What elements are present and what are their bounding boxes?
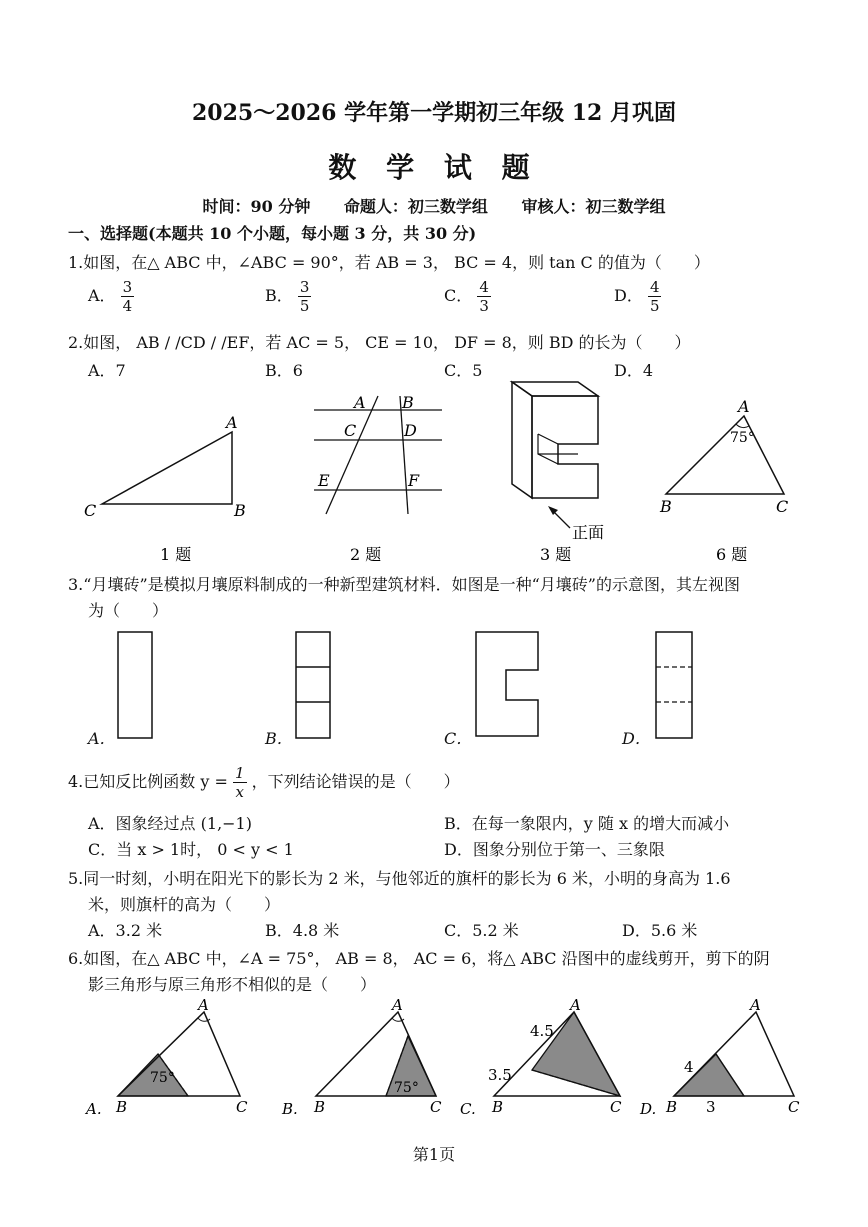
page-number: 第1页: [412, 1145, 456, 1164]
numerator: 3: [122, 278, 133, 296]
exam-subtitle: 数 学 试 题: [328, 151, 540, 184]
q5-option-c: C．5.2 米: [444, 921, 519, 940]
section-heading: 一、选择题(本题共 10 个小题，每小题 3 分，共 30 分): [68, 224, 477, 243]
fig2-label-d: D: [404, 421, 417, 440]
q5-option-d: D．5.6 米: [622, 921, 698, 940]
q6-c-len1: 4.5: [530, 1022, 554, 1040]
fig2-label-b: B: [402, 393, 414, 412]
q1-option-a-label: A．: [88, 286, 116, 305]
q5-option-b: B．4.8 米: [265, 921, 340, 940]
q1-option-d: [614, 278, 661, 315]
q6-a-label: A.: [86, 1100, 102, 1118]
q6-d-len2: 3: [706, 1098, 716, 1116]
q2-option-b: B．6: [265, 361, 303, 380]
denominator: 4: [122, 297, 133, 315]
q6-a-vertex-c: C: [236, 1098, 248, 1116]
q6-stem-line1: 6.如图，在△ ABC 中，∠A = 75°， AB = 8， AC = 6，将△ ABC 沿图中的虚线剪开，剪下的阴: [68, 949, 770, 968]
fig2-label-a: A: [354, 393, 366, 412]
q6-c-vertex-b: B: [492, 1098, 504, 1116]
q6-d-vertex-c: C: [788, 1098, 800, 1116]
fig1-label-b: B: [234, 501, 246, 520]
q6-c-vertex-c: C: [610, 1098, 622, 1116]
q3-option-d-label: D．: [622, 729, 651, 748]
q4-option-d: D．图象分别位于第一、三象限: [444, 840, 665, 859]
q6-b-vertex-c: C: [430, 1098, 442, 1116]
q4-option-c: C．当 x > 1时， 0 < y < 1: [88, 840, 294, 859]
q3-option-d-figure: [656, 632, 692, 738]
q4-stem-post: ，下列结论错误的是（ ）: [251, 772, 460, 791]
q1-option-b-label: B．: [265, 286, 293, 305]
fig2-label-f: F: [408, 471, 420, 490]
q1-option-b: [265, 278, 311, 315]
fig2-caption: 2 题: [350, 545, 382, 564]
q6-c-len2: 3.5: [488, 1066, 512, 1084]
fig2-label-c: C: [344, 421, 357, 440]
exam-author: 命题人：初三数学组: [343, 197, 488, 216]
denominator: x: [235, 783, 244, 801]
figure-3-moon-brick: [512, 382, 604, 564]
q1-option-d-label: D．: [614, 286, 643, 305]
q6-b-label: B.: [282, 1100, 298, 1118]
q6-b-angle: 75°: [394, 1080, 419, 1096]
q6-c-label: C.: [460, 1100, 476, 1118]
q6-a-vertex-a: A: [198, 996, 209, 1014]
fig6-angle: 75°: [730, 430, 755, 446]
exam-info: [0, 194, 868, 217]
q6-option-a-figure: [84, 996, 248, 1118]
q3-stem-line1: 3.“月壤砖”是模拟月壤原料制成的一种新型建筑材料．如图是一种“月壤砖”的示意图，其左视图: [68, 575, 740, 594]
q3-stem-line2: 为（ ）: [88, 601, 169, 620]
q3-option-b-figure: [296, 632, 330, 738]
fig1-caption: 1 题: [160, 545, 192, 564]
q6-d-vertex-b: B: [666, 1098, 678, 1116]
exam-reviewer: 审核人：初三数学组: [521, 197, 666, 216]
q4-stem-pre: 4.已知反比例函数 y =: [68, 772, 228, 791]
denominator: 3: [479, 297, 489, 315]
fig1-label-c: C: [84, 501, 97, 520]
q6-option-c-figure: [460, 996, 622, 1118]
q5-stem-line1: 5.同一时刻，小明在阳光下的影长为 2 米，与他邻近的旗杆的影长为 6 米，小明的身高为 1.6: [68, 869, 731, 888]
figure-2-parallel-lines: [314, 393, 442, 564]
q3-option-c-label: C．: [444, 729, 473, 748]
numerator: 4: [479, 278, 489, 296]
fig6-label-a: A: [738, 397, 750, 416]
fig3-front-label: 正面: [572, 523, 605, 542]
q2-option-a: A．7: [88, 361, 126, 380]
numerator: 3: [299, 278, 310, 296]
q6-a-angle: 75°: [150, 1070, 175, 1086]
q1-option-c-fraction: [477, 278, 491, 315]
q4-stem: [68, 764, 460, 801]
q6-options-figures: [80, 996, 810, 1120]
exam-title: 2025～2026 学年第一学期初三年级 12 月巩固: [191, 100, 677, 126]
figure-1-triangle: [84, 413, 246, 564]
q6-d-label: D.: [640, 1100, 657, 1118]
fig6-label-c: C: [776, 497, 789, 516]
q4-option-a: A．图象经过点 (1,−1): [88, 814, 252, 833]
q1-option-a-fraction: [121, 278, 135, 315]
q3-option-a-figure: [118, 632, 152, 738]
denominator: 5: [649, 297, 660, 315]
figure-6-triangle: [659, 397, 788, 564]
q4-function-fraction: [233, 764, 247, 801]
fig1-label-a: A: [226, 413, 238, 432]
fig2-label-e: E: [318, 471, 330, 490]
q6-b-vertex-b: B: [314, 1098, 326, 1116]
q5-option-a: A．3.2 米: [88, 921, 163, 940]
fig3-caption: 3 题: [540, 545, 572, 564]
q6-option-d-figure: [639, 996, 800, 1118]
exam-time: 时间：90 分钟: [202, 197, 311, 216]
q6-c-vertex-a: A: [570, 996, 581, 1014]
q5-stem-line2: 米，则旗杆的高为（ ）: [88, 895, 281, 914]
q6-option-b-figure: [281, 996, 442, 1118]
denominator: 5: [299, 297, 310, 315]
q2-option-c: C．5: [444, 361, 483, 380]
q6-b-vertex-a: A: [392, 996, 403, 1014]
fig6-label-b: B: [660, 497, 672, 516]
q6-d-len1: 4: [684, 1058, 694, 1076]
q2-option-d: D．4: [614, 361, 654, 380]
q3-option-b-label: B．: [265, 729, 293, 748]
figures-row: [70, 376, 810, 566]
q3-option-c-figure: [476, 632, 538, 736]
q1-option-b-fraction: [298, 278, 312, 315]
q1-stem: 1.如图，在△ ABC 中，∠ABC = 90°，若 AB = 3， BC = 4，则 tan C 的值为（ ）: [68, 253, 710, 272]
q1-option-c: [444, 278, 491, 315]
q6-a-vertex-b: B: [116, 1098, 128, 1116]
q3-option-a-label: A．: [88, 729, 116, 748]
q1-option-a: [88, 278, 134, 315]
q1-option-d-fraction: [648, 278, 662, 315]
q6-d-vertex-a: A: [750, 996, 761, 1014]
q4-option-b: B．在每一象限内，y 随 x 的增大而减小: [444, 814, 730, 833]
q6-stem-line2: 影三角形与原三角形不相似的是（ ）: [88, 975, 377, 994]
numerator: 1: [234, 764, 245, 782]
numerator: 4: [649, 278, 660, 296]
fig6-caption: 6 题: [716, 545, 748, 564]
q1-option-c-label: C．: [444, 286, 473, 305]
q2-stem: 2.如图， AB / /CD / /EF，若 AC = 5， CE = 10， DF = 8，则 BD 的长为（ ）: [68, 333, 691, 352]
